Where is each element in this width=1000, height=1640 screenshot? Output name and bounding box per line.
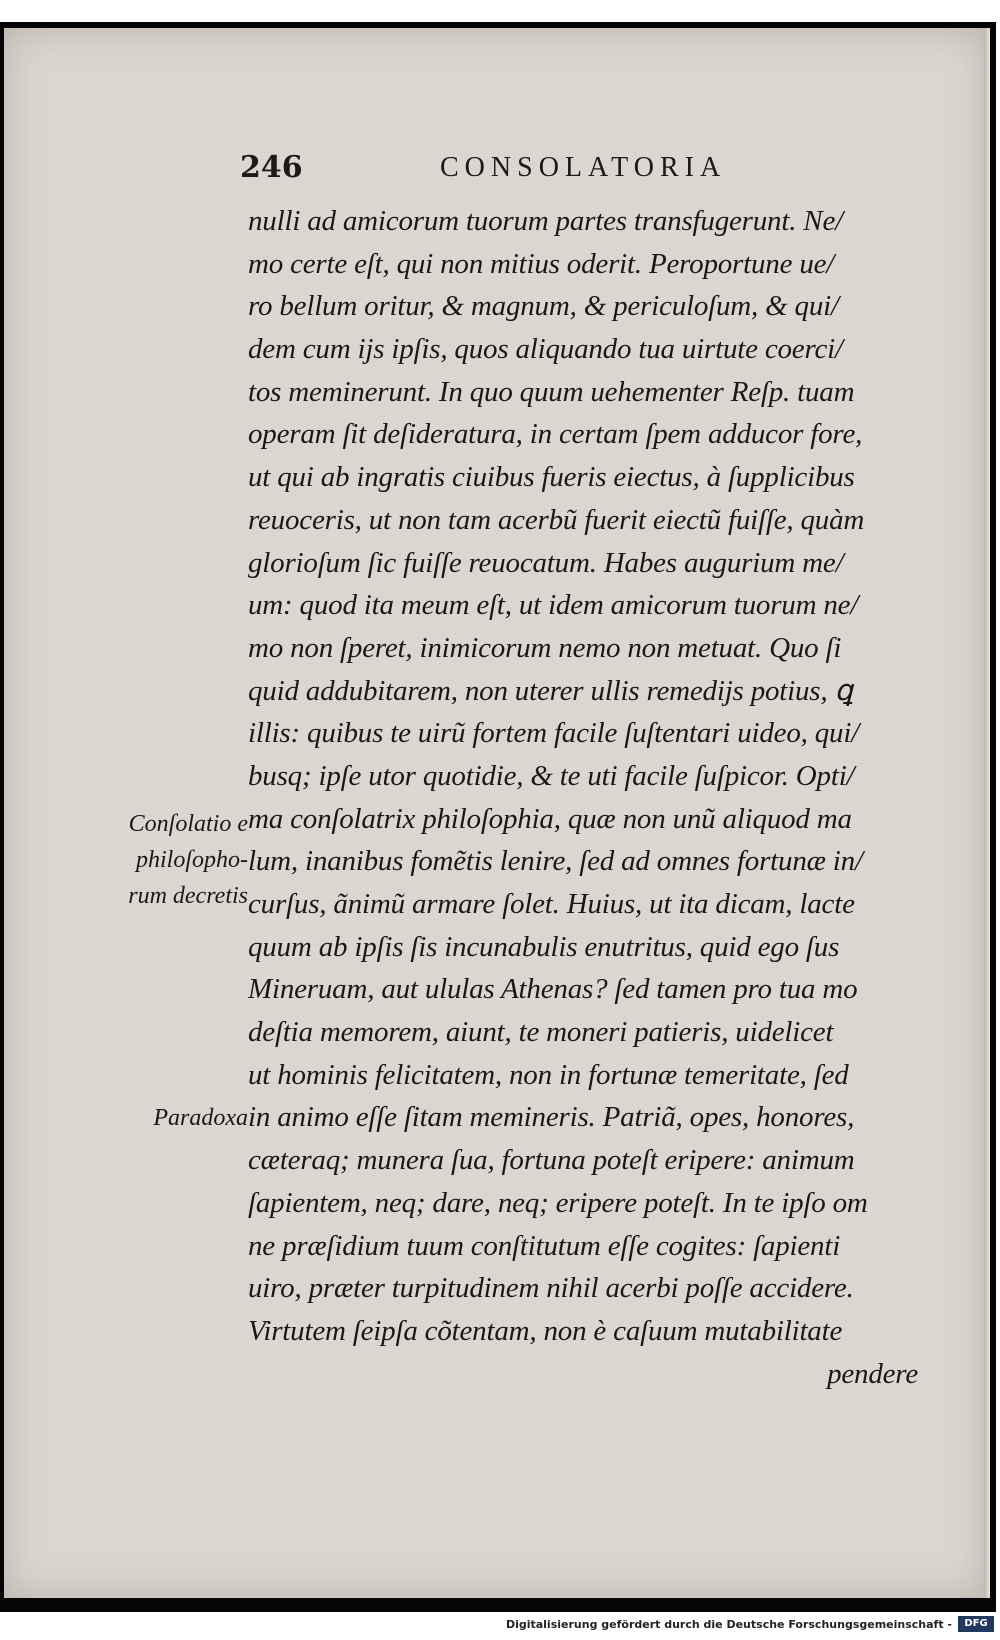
text-line: curſus, ãnimũ armare ſolet. Huius, ut ita dicam, lacte [248,888,855,920]
text-line: ne præſidium tuum conſtitutum eſſe cogites: ſapienti [248,1229,841,1262]
page-header [240,150,760,190]
text-line: ſapientem, neq; dare, neq; eripere poteſt. In te ipſo om [248,1186,868,1219]
page-number: 246 [240,150,303,185]
marginal-note-paradoxa: Paradoxa [153,1105,248,1131]
text-line: lum, inanibus fomẽtis lenire, ſed ad omnes fortunæ in/ [248,845,863,878]
text-line: Mineruam, aut ululas Athenas? ſed tamen pro tua mo [248,973,858,1006]
text-line: illis: quibus te uirũ fortem facile ſuſtentari uideo, qui/ [248,717,860,750]
text-line: uiro, præter turpitudinem nihil acerbi poſſe accidere. [248,1272,854,1305]
text-line: ro bellum oritur, & magnum, & periculoſum, & qui/ [248,290,839,323]
text-line: in animo eſſe ſitam memineris. Patriã, opes, honores, [248,1101,855,1134]
text-line: cæteraq; munera ſua, fortuna poteſt eripere: animum [248,1144,855,1177]
text-line: ut hominis felicitatem, non in fortunæ temeritate, ſed [248,1058,849,1091]
text-line: ma conſolatrix philoſophia, quæ non unũ aliquod ma [248,802,852,835]
text-line: glorioſum ſic fuiſſe reuocatum. Habes augurium me/ [248,546,844,579]
body-text [248,200,938,1395]
text-line: nulli ad amicorum tuorum partes transfugerunt. Ne/ [248,205,843,237]
marginal-note-line: philoſopho- [136,847,248,873]
text-line: mo certe eſt, qui non mitius oderit. Peroportune ue/ [248,247,835,280]
marginal-note-consolatio [128,806,248,914]
page-edge [984,28,990,1598]
text-line: Virtutem ſeipſa cõtentam, non è caſuum mutabilitate [248,1314,843,1347]
text-line: reuoceris, ut non tam acerbũ fuerit eiectũ fuiſſe, quàm [248,503,865,536]
marginal-note-line: rum decretis [128,883,248,909]
text-line: tos meminerunt. In quo quum uehementer Reſp. tuam [248,375,855,408]
text-line: quum ab ipſis ſis incunabulis enutritus, quid ego ſus [248,930,840,963]
text-line: deſtia memorem, aiunt, te moneri patieris, uidelicet [248,1016,834,1049]
text-line: busq; ipſe utor quotidie, & te uti facile ſuſpicor. Opti/ [248,759,855,792]
text-line: um: quod ita meum eſt, ut idem amicorum tuorum ne/ [248,589,859,622]
running-head: CONSOLATORIA [440,152,727,183]
text-line: mo non ſperet, inimicorum nemo non metuat. Quo ſi [248,631,842,664]
digitization-credit: Digitalisierung gefördert durch die Deutsche Forschungsgemeinschaft - [505,1618,952,1631]
text-line: dem cum ijs ipſis, quos aliquando tua uirtute coerci/ [248,333,843,366]
text-line: quid addubitarem, non uterer ullis remedijs potius, ꝗ [248,674,853,707]
text-line: ut qui ab ingratis ciuibus fueris eiectus, à ſupplicibus [248,461,855,494]
dfg-logo: DFG [958,1616,994,1632]
marginal-note-line: Conſolatio e [128,811,248,837]
text-line: operam ſit deſideratura, in certam ſpem adducor fore, [248,418,863,451]
catchword: pendere [827,1357,918,1390]
